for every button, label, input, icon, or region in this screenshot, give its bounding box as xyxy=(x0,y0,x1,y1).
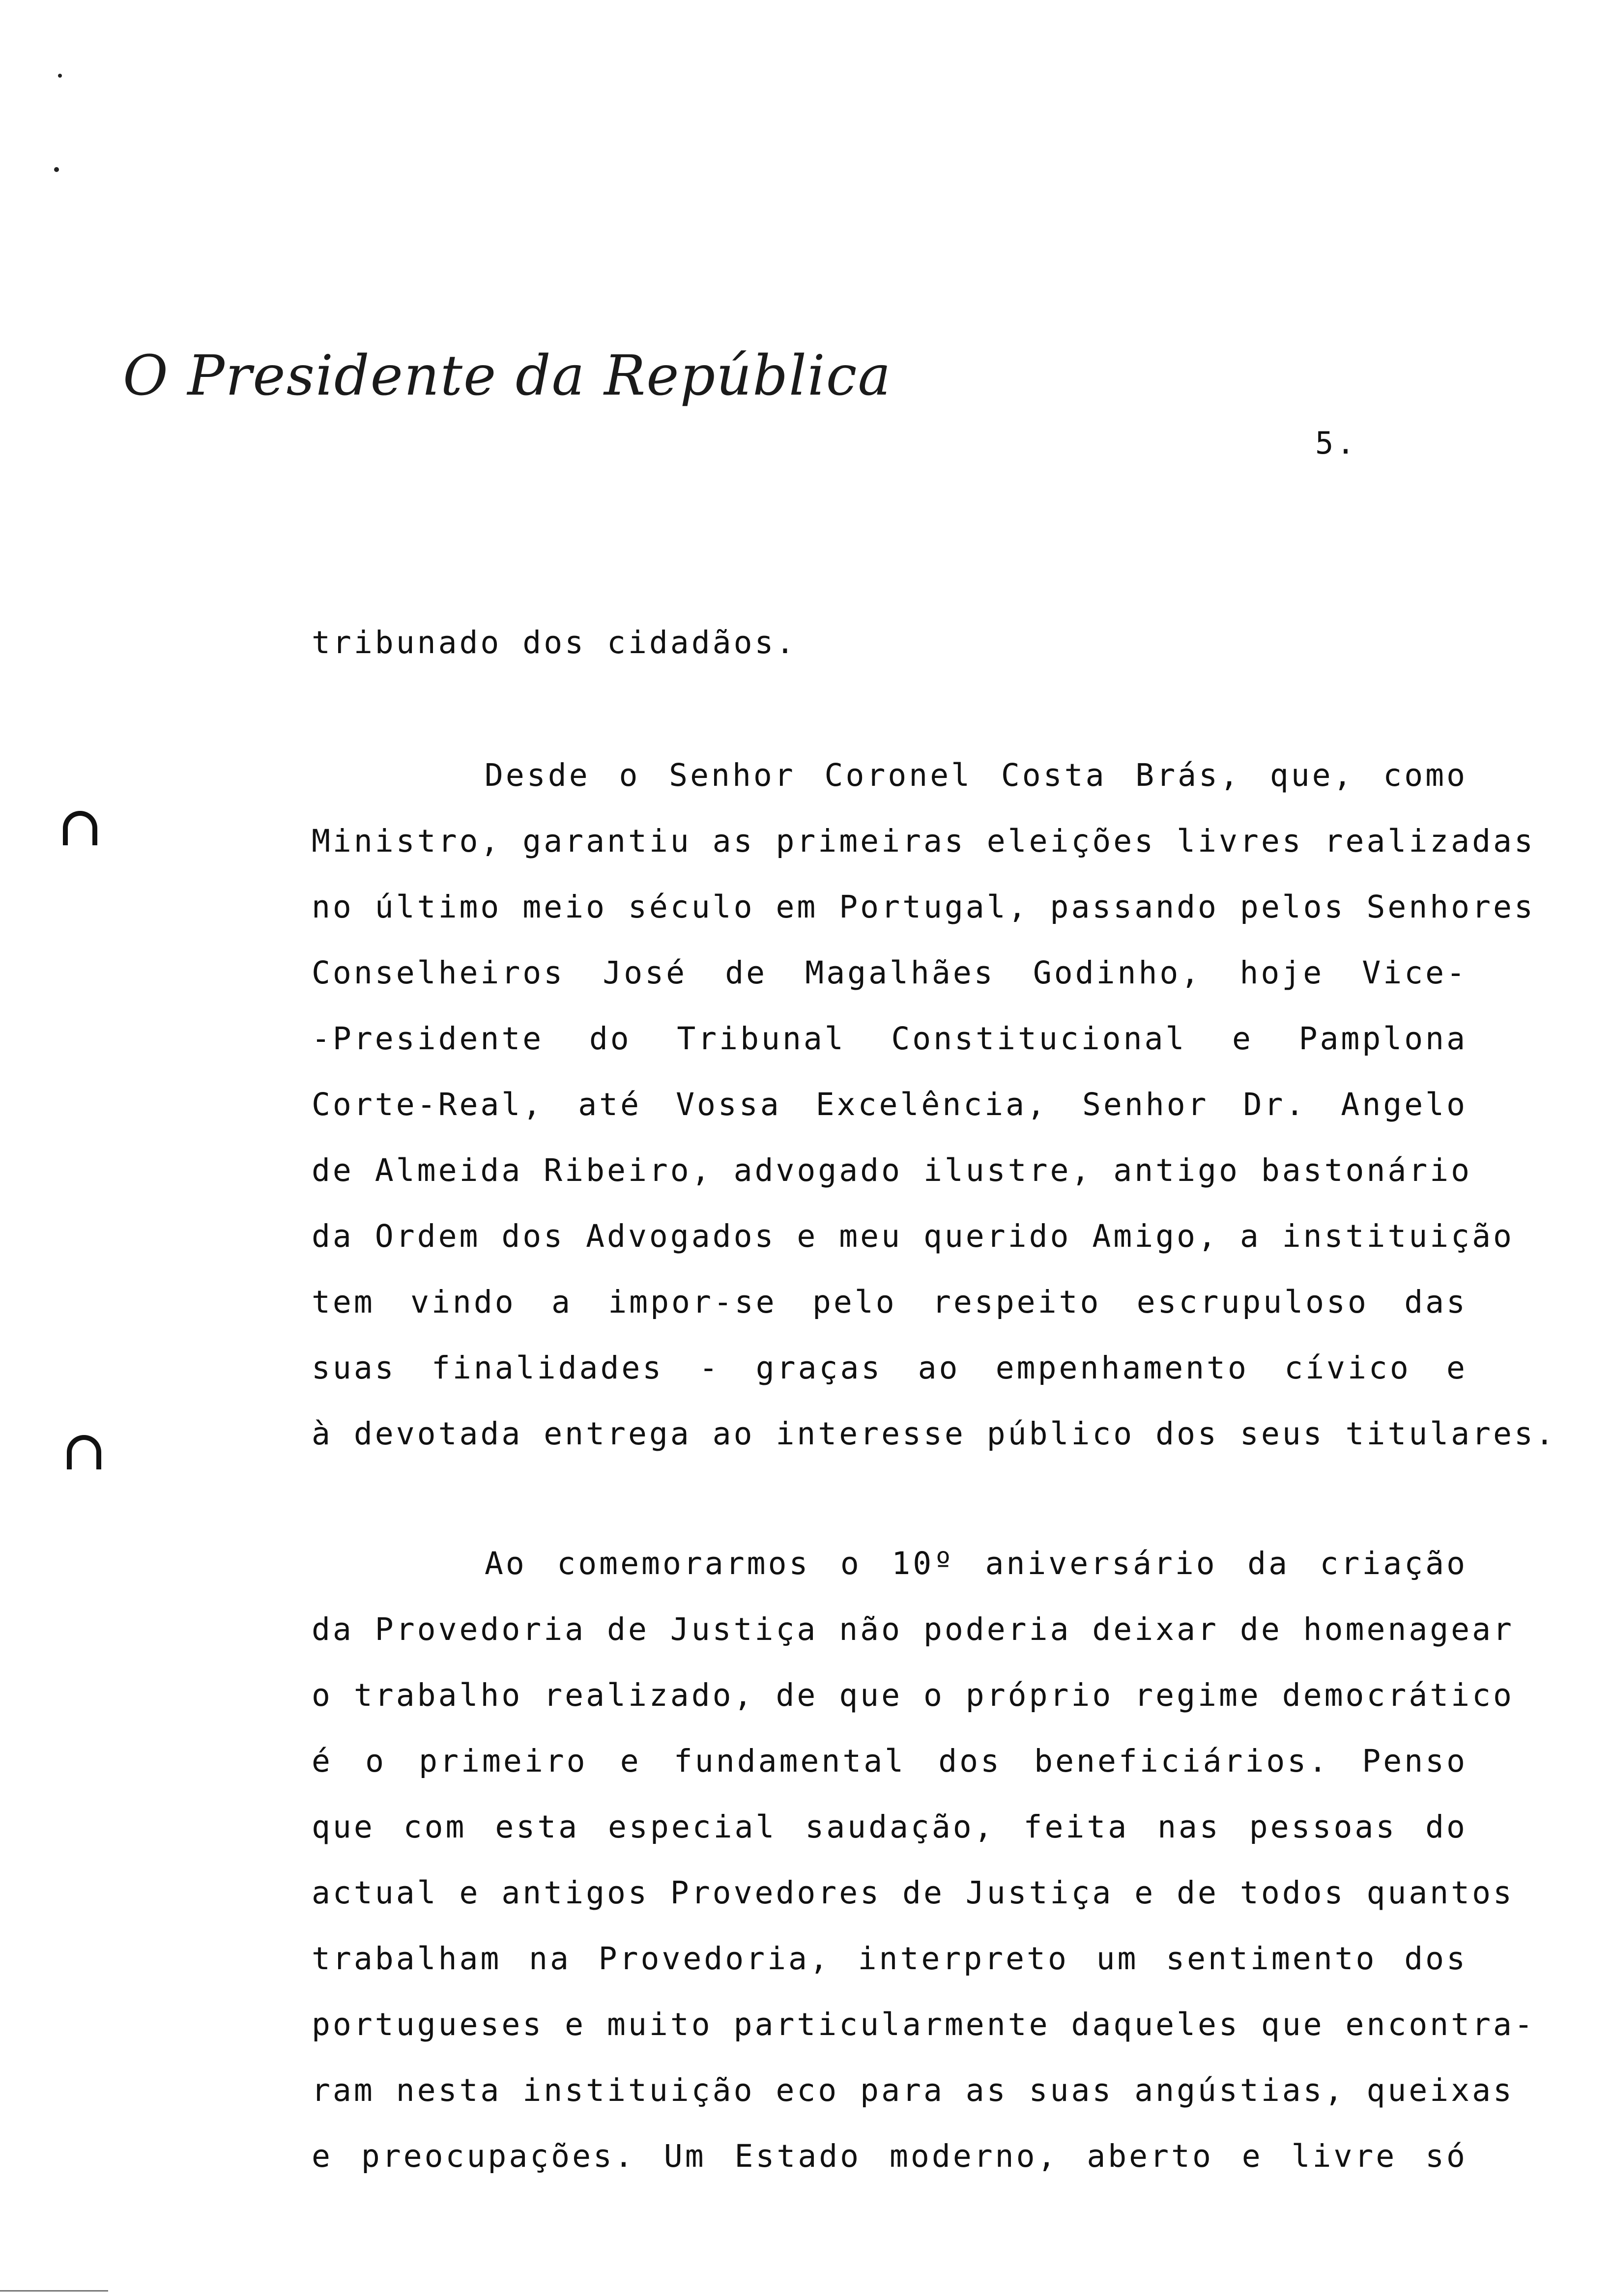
text-line: tribunado dos cidadãos. xyxy=(312,625,797,660)
scan-edge-rule xyxy=(0,2290,108,2292)
letterhead: O Presidente da República xyxy=(123,344,892,408)
text-line: portugueses e muito particularmente daqueles que encontra- xyxy=(312,2007,1535,2042)
text-line: à devotada entrega ao interesse público dos seus titulares. xyxy=(312,1416,1556,1452)
text-line: no último meio século em Portugal, passando pelos Senhores xyxy=(312,889,1535,925)
text-line: o trabalho realizado, de que o próprio regime democrático xyxy=(312,1677,1514,1713)
text-line: da Ordem dos Advogados e meu querido Amigo, a instituição xyxy=(312,1218,1514,1254)
text-line: trabalham na Provedoria, interpreto um sentimento dos xyxy=(312,1941,1468,1977)
margin-arc-mark xyxy=(63,811,97,845)
text-line: actual e antigos Provedores de Justiça e de todos quantos xyxy=(312,1875,1514,1911)
text-line: Ministro, garantiu as primeiras eleições livres realizadas xyxy=(312,823,1535,859)
text-line: tem vindo a impor-se pelo respeito escrupuloso das xyxy=(312,1284,1468,1320)
text-line: Conselheiros José de Magalhães Godinho, hoje Vice- xyxy=(312,955,1468,991)
page-number: 5. xyxy=(1315,425,1358,461)
text-line: Corte-Real, até Vossa Excelência, Senhor Dr. Angelo xyxy=(312,1087,1468,1122)
text-line: é o primeiro e fundamental dos beneficiários. Penso xyxy=(312,1743,1468,1779)
text-line: -Presidente do Tribunal Constitucional e Pamplona xyxy=(312,1021,1468,1057)
margin-arc-mark xyxy=(67,1435,101,1469)
text-line: e preocupações. Um Estado moderno, aberto e livre só xyxy=(312,2138,1468,2174)
text-line: Ao comemorarmos o 10º aniversário da criação xyxy=(485,1546,1468,1581)
text-line: da Provedoria de Justiça não poderia deixar de homenagear xyxy=(312,1611,1514,1647)
scan-speck xyxy=(54,167,59,172)
text-line: ram nesta instituição eco para as suas angústias, queixas xyxy=(312,2072,1514,2108)
text-line: que com esta especial saudação, feita nas pessoas do xyxy=(312,1809,1468,1845)
scan-speck xyxy=(58,74,62,78)
text-line: Desde o Senhor Coronel Costa Brás, que, como xyxy=(485,757,1468,793)
text-line: suas finalidades - graças ao empenhamento cívico e xyxy=(312,1350,1468,1386)
text-line: de Almeida Ribeiro, advogado ilustre, antigo bastonário xyxy=(312,1152,1472,1188)
